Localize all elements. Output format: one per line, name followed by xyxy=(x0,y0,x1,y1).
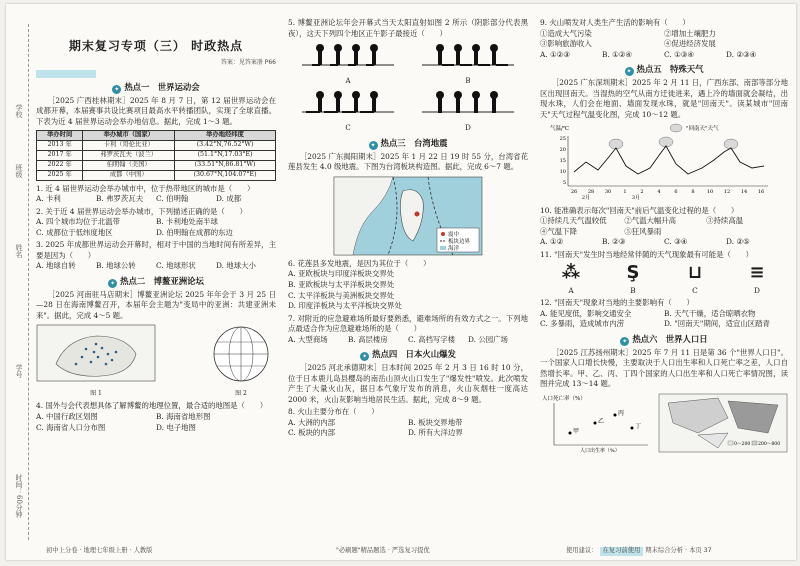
question-3-options xyxy=(36,261,276,272)
gutter-name: 姓名 xyxy=(14,244,23,258)
option[interactable]: D. 公园广场 xyxy=(468,334,508,344)
sun-shadow-figure xyxy=(298,39,398,86)
map-legend: 200～800 xyxy=(758,441,781,447)
table-row: 2022 年 伯明翰（美国） (33.51°N,86.81°W) xyxy=(37,160,276,170)
svg-text:15: 15 xyxy=(559,158,566,165)
legend-epicenter: 震中 xyxy=(448,231,460,238)
column-3 xyxy=(540,18,788,538)
hot-topic-1-heading: ✦ 热点一 世界运动会 xyxy=(114,81,200,93)
svg-text:5: 5 xyxy=(562,180,566,187)
column-2 xyxy=(288,18,528,538)
svg-text:26: 26 xyxy=(570,189,578,196)
option[interactable]: A. 地球自转 xyxy=(36,261,76,271)
legend-ocean: 海洋 xyxy=(448,245,460,252)
gutter-class: 班级 xyxy=(14,164,23,178)
svg-text:10: 10 xyxy=(706,189,714,196)
svg-text:12: 12 xyxy=(723,189,731,196)
option[interactable]: ≡ D xyxy=(726,260,788,296)
fog-icon: ≡ xyxy=(749,262,765,284)
question-8-options xyxy=(288,418,528,439)
question-8: 8. 火山主要分布在（ ） xyxy=(288,407,379,417)
option-label[interactable]: A xyxy=(345,76,351,85)
table-row: 2017 年 弗罗茨瓦夫（波兰） (51.1°N,17.03°E) xyxy=(37,150,276,160)
figure-2-globe xyxy=(206,324,276,398)
option[interactable]: D. 电子地图 xyxy=(156,422,196,432)
question-2-options xyxy=(36,217,276,238)
question-10: 10. 能准确表示每次"回南天"前后气温变化过程的是（ ） xyxy=(540,205,739,215)
option[interactable]: B. ②③ xyxy=(602,237,626,247)
gutter-time: 时间：60分钟 xyxy=(14,474,23,518)
option-label[interactable]: B xyxy=(465,76,471,85)
option[interactable]: D. 伯明翰在成都的东边 xyxy=(156,227,233,237)
question-5: 5. 博鳌亚洲论坛年会开幕式当天太阳直射如图 2 所示（阴影部分代表黑夜），这天下列四个地区正午影子最接近（ ） xyxy=(288,18,528,38)
population-density-map xyxy=(658,393,788,453)
footer-center: "必刷题"精品题选 · 严选复习提优 xyxy=(336,547,430,555)
option[interactable]: B. 天气干燥，适合晾晒衣物 xyxy=(664,308,756,318)
question-6-options xyxy=(288,269,528,311)
option[interactable]: C. 海南省人口分布图 xyxy=(36,422,106,432)
hot-topic-3-heading: ✦ 热点三 台湾地震 xyxy=(370,137,448,149)
hot-topic-3-intro: ［2025 广东揭阳期末］2025 年 1 月 22 日 19 时 55 分，台湾省花莲县发生 4.0 级地震。下图为台湾板块构造图。据此，完成 6～7 题。 xyxy=(288,151,528,172)
answer-note: 答案：见答案册 P66 xyxy=(220,59,276,67)
option[interactable]: Ş B xyxy=(602,260,664,296)
table-header: 举办时间 xyxy=(37,131,83,141)
figure-1-caption: 图 1 xyxy=(90,389,102,397)
hot-topic-5-intro: ［2025 广东深圳期末］2025 年 2 月 11 日，广西东部、南部等部分地区出现回南天。当湿热的空气从南方迁徙进来，遇上冷的墙面就会凝结，出现水珠，人们会在地面、墙面发现水珠，就是"回南天"。读某城市"回南天"天气过程气温变化图，完成 10～12 题。 xyxy=(540,78,788,119)
option[interactable]: C. ③④ xyxy=(664,237,688,247)
table-row: 2013 年 卡利（哥伦比亚） (3.42°N,76.52°W) xyxy=(37,141,276,151)
svg-text:25: 25 xyxy=(559,136,566,143)
option[interactable]: A. ①② xyxy=(540,237,564,247)
boao-figures xyxy=(36,324,276,398)
table-row: 2025 年 成都（中国） (30.67°N,104.07°E) xyxy=(37,170,276,180)
question-1-options xyxy=(36,194,276,205)
page-title: 期末复习专项（三） 时政热点 xyxy=(68,39,244,53)
option[interactable]: B. 海南省地形图 xyxy=(156,412,211,421)
question-10-options xyxy=(540,237,788,248)
birth-death-scatter xyxy=(540,393,650,453)
hot-topic-6-intro: ［2025 江苏扬州期末］2025 年 7 月 11 日是第 36 个"世界人口日"。一个国家人口增长快慢，主要取决于人口出生率和人口死亡率之差，人口自然增长率。甲、乙、丙、丁四个国家的人口出生率和人口死亡率情况图，读图并完成 13～14 题。 xyxy=(540,347,788,389)
question-12-options xyxy=(540,309,788,330)
svg-text:2月: 2月 xyxy=(581,195,591,201)
hot-topic-icon: ✦ xyxy=(114,85,120,93)
temperature-chart xyxy=(546,122,788,204)
footer-right: 使用建议： 在复习前使用 期末综合分析 · 本页 37 xyxy=(566,547,712,555)
question-11: 11. "回南天"发生时当地经常伴随的天气现象最有可能是（ ） xyxy=(540,249,754,259)
point-label: 丙 xyxy=(618,409,625,417)
svg-text:14: 14 xyxy=(740,189,748,196)
hot-topic-6-heading: ✦ 热点六 世界人口日 xyxy=(622,333,708,345)
option[interactable]: C. 多暴雨，造成城市内涝 xyxy=(540,319,624,329)
map-legend: 0～200 xyxy=(734,441,751,447)
option[interactable]: D. "回南天"期间，适宜山区踏青 xyxy=(664,319,770,329)
chart-ylabel: 气温/℃ xyxy=(550,126,570,133)
hot-topic-1-intro: ［2025 广西桂林期末］2025 年 8 月 7 日，第 12 届世界运动会在成都开幕，本届赛事共设比赛项目最高水平转播团队，实现了全球直播。下表为近 4 届世界运动会举办地信息。据此，完成 1～3 题。 xyxy=(36,95,276,126)
umbrella-icon: ⊔ xyxy=(687,262,703,284)
option[interactable]: A. 能见度低，影响交通安全 xyxy=(540,308,632,318)
option[interactable]: D. ②⑤ xyxy=(726,237,750,247)
scatter-ylabel: 人口死亡率（%） xyxy=(542,395,586,402)
option[interactable]: A. 卡利 xyxy=(36,194,61,204)
svg-text:20: 20 xyxy=(559,147,566,154)
question-12: 12. "回南天"现象对当地的主要影响有（ ） xyxy=(540,298,694,308)
option[interactable]: D. 所有大洋边界 xyxy=(408,428,463,438)
figure-2-caption: 图 2 xyxy=(235,389,247,397)
section-band xyxy=(36,70,96,78)
gutter-number: 学号 xyxy=(14,364,23,378)
option[interactable]: C. 板块的内部 xyxy=(288,428,336,438)
taiwan-plate-map xyxy=(288,176,528,256)
question-7: 7. 对附近的应急避难场所最好要熟悉，避难场所的有效方式之一。下列地点最适合作为应急避难场所的是（ ） xyxy=(288,313,528,334)
option[interactable]: A. 大型商场 xyxy=(288,334,328,344)
legend-boundary: 板块边界 xyxy=(448,238,471,245)
hot-topic-2-heading: ✦ 热点二 博鳌亚洲论坛 xyxy=(110,275,204,287)
option[interactable]: B. 高层楼房 xyxy=(348,334,388,344)
option[interactable]: D. 地球大小 xyxy=(216,261,256,271)
option[interactable]: C. 高档写字楼 xyxy=(408,334,456,344)
question-6: 6. 花莲县多发地震，是因为其位于（ ） xyxy=(288,258,431,268)
option[interactable]: C. 地球形状 xyxy=(156,261,196,271)
question-4: 4. 国外与会代表想具体了解博鳌的地理位置，最合适的地图是（ ） xyxy=(36,401,268,411)
scatter-xlabel: 人口出生率（%） xyxy=(580,447,620,453)
option[interactable]: D. 成都 xyxy=(216,194,242,204)
student-info-gutter xyxy=(10,104,30,544)
option[interactable]: B. 板块交界地带 xyxy=(408,417,463,427)
option-label[interactable]: D xyxy=(465,124,471,132)
sun-shadow-figure xyxy=(418,86,518,133)
option[interactable]: D. ②③④ xyxy=(726,49,757,59)
host-city-table xyxy=(36,130,276,181)
svg-text:30: 30 xyxy=(604,189,612,196)
option[interactable]: B. 卡利地处南半球 xyxy=(156,217,218,227)
point-label: 甲 xyxy=(573,427,580,435)
question-2: 2. 关于近 4 届世界运动会举办城市，下列描述正确的是（ ） xyxy=(36,206,247,216)
svg-text:6: 6 xyxy=(674,189,678,196)
hot-topic-5-heading: ✦ 热点五 特殊天气 xyxy=(626,64,704,76)
figure-1-map xyxy=(36,324,156,398)
question-3: 3. 2025 年成都世界运动会开幕时，相对于中国的当地时间有所差异，主要是因为（ ） xyxy=(36,240,276,260)
question-10-items: ①持续几天气温较低 ②气温大幅升高 ③持续高温 ④气温下降 ⑤狂风暴雨 xyxy=(540,216,744,236)
option[interactable]: A. 中国行政区划图 xyxy=(36,412,98,421)
option[interactable]: C. ①③④ xyxy=(664,49,694,59)
option[interactable]: B. 地球公转 xyxy=(96,261,136,271)
chart-legend: "回南天"天气 xyxy=(686,126,719,133)
table-header: 举办地经纬度 xyxy=(175,131,276,141)
column-1 xyxy=(36,18,276,538)
svg-text:4: 4 xyxy=(657,189,661,196)
question-1: 1. 近 4 届世界运动会举办城市中，位于热带地区的城市是（ ） xyxy=(36,183,255,193)
population-figures xyxy=(540,393,788,453)
sun-shadow-figures-row-1 xyxy=(288,39,528,86)
sun-shadow-figure xyxy=(298,86,398,133)
svg-text:10: 10 xyxy=(559,169,566,176)
hot-topic-4-intro: ［2025 河北承德期末］日本时间 2025 年 2 月 3 日 16 时 10 分，位于日本鹿儿岛县樱岛的南岳山顶火山口发生了"爆发性"喷发。此次喷发产生了大量火山灰，据日本气象厅发布的消息，火山灰烟柱一度高达 2000 米，火山灰影响当地居民生活。据此，完成 8～9 题。 xyxy=(288,363,528,404)
option-label[interactable]: C xyxy=(345,124,351,132)
sun-shadow-figures-row-2 xyxy=(288,86,528,133)
option[interactable]: B. 亚欧板块与太平洋板块交界处 xyxy=(288,280,395,289)
globe-illumination xyxy=(206,324,276,386)
question-9-items: ①造成大气污染 ②增加土壤肥力 ③影响旅游收入 ④促进经济发展 xyxy=(540,28,716,49)
sun-shadow-figure xyxy=(418,39,518,86)
question-9: 9. 火山喷发对人类生产生活的影响有（ ） xyxy=(540,18,690,27)
svg-text:1: 1 xyxy=(623,189,627,196)
footer-left: 初中上分卷 · 地理七年级上册 · 人教版 xyxy=(46,547,153,555)
question-11-options xyxy=(540,260,788,296)
option[interactable]: A. 亚欧板块与印度洋板块交界处 xyxy=(288,269,395,279)
option[interactable]: ⊔ C xyxy=(664,260,726,296)
hot-topic-icon: ✦ xyxy=(626,68,632,76)
svg-text:2: 2 xyxy=(640,189,644,196)
hot-topic-icon: ✦ xyxy=(622,337,628,345)
point-label: 乙 xyxy=(598,417,605,425)
option[interactable]: C. 成都位于低纬度地区 xyxy=(36,227,113,237)
hainan-dot-map xyxy=(36,324,156,386)
option[interactable]: C. 伯明翰 xyxy=(156,194,189,204)
dust-icon: Ş xyxy=(626,262,640,284)
usage-badge: 在复习前使用 xyxy=(600,547,644,556)
worksheet-page xyxy=(6,4,796,560)
option[interactable]: ⁂ A xyxy=(540,260,602,296)
option[interactable]: A. 大洲的内部 xyxy=(288,417,335,427)
svg-text:16: 16 xyxy=(757,189,765,196)
option[interactable]: B. 弗罗茨瓦夫 xyxy=(96,194,144,204)
option[interactable]: A. ①②③ xyxy=(540,49,570,59)
option[interactable]: D. 印度洋板块与太平洋板块交界处 xyxy=(288,301,402,311)
snow-icon: ⁂ xyxy=(561,262,581,284)
point-label: 丁 xyxy=(635,422,642,430)
hot-topic-icon: ✦ xyxy=(110,279,116,287)
svg-text:8: 8 xyxy=(691,189,695,196)
option[interactable]: B. ①②④ xyxy=(602,49,633,59)
question-4-options xyxy=(36,412,276,433)
hot-topic-4-heading: ✦ 热点四 日本火山爆发 xyxy=(362,349,456,361)
question-7-options xyxy=(288,335,528,346)
svg-text:28: 28 xyxy=(587,189,595,196)
gutter-school: 学校 xyxy=(14,104,23,118)
svg-text:3月: 3月 xyxy=(631,195,641,201)
question-9-options xyxy=(540,50,788,61)
table-header: 举办城市（国家） xyxy=(83,131,175,141)
hot-topic-icon: ✦ xyxy=(362,353,368,361)
hot-topic-2-intro: ［2025 河南驻马店期末］博鳌亚洲论坛 2025 年年会于 3 月 25 日—28 日在海南博鳌召开，本届年会主题为"变局中的亚洲：共建亚洲未来"。据此，完成 4～5 题。 xyxy=(36,289,276,320)
option[interactable]: C. 太平洋板块与美洲板块交界处 xyxy=(288,290,395,300)
option[interactable]: A. 四个城市均位于北温带 xyxy=(36,217,120,227)
hot-topic-icon: ✦ xyxy=(370,141,376,149)
